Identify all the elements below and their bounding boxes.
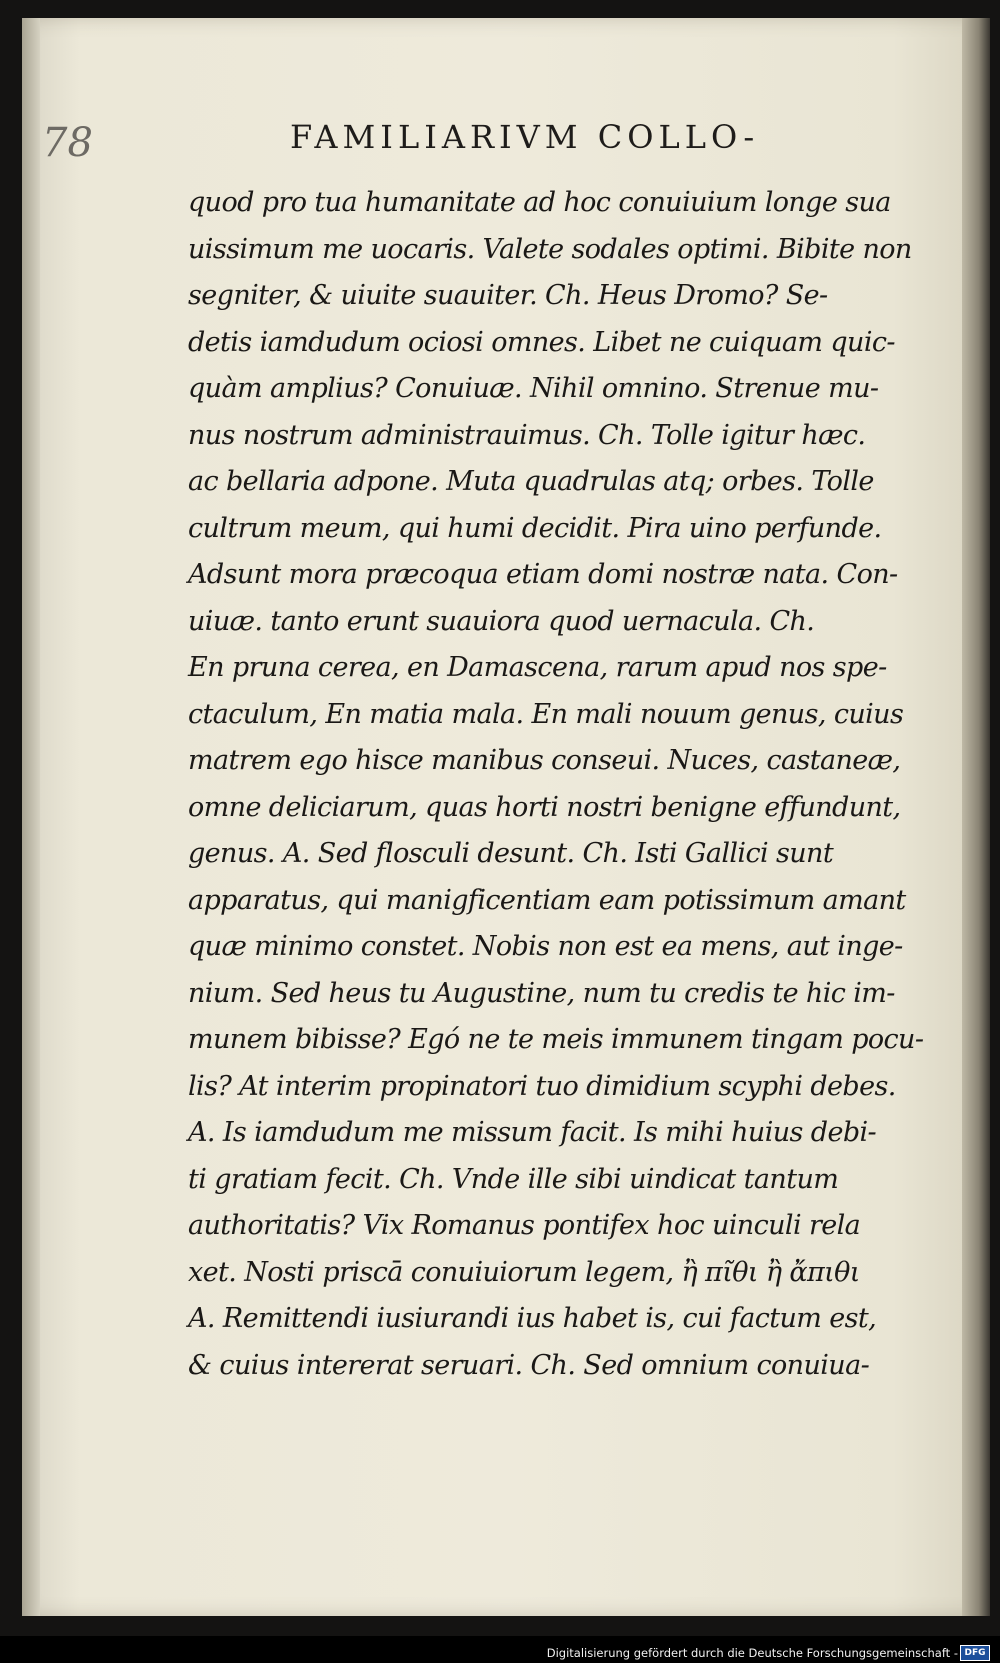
dfg-logo: DFG bbox=[960, 1645, 990, 1661]
text-line: ac bellaria adpone. Muta quadrulas atq; orbes. Tolle bbox=[188, 466, 874, 497]
text-line: nium. Sed heus tu Augustine, num tu credis te hic im- bbox=[188, 977, 895, 1009]
text-line: & cuius intererat seruari. Ch. Sed omnium conuiua- bbox=[188, 1349, 870, 1381]
text-line: apparatus, qui manigficentiam eam potissimum amant bbox=[188, 884, 906, 916]
text-line: A. Is iamdudum me missum facit. Is mihi huius debi- bbox=[188, 1117, 877, 1148]
text-line: quàm amplius? Conuiuæ. Nihil omnino. Strenue mu- bbox=[188, 373, 879, 404]
text-line: quod pro tua humanitate ad hoc conuiuium longe sua bbox=[188, 187, 891, 218]
running-head: FAMILIARIVM COLLO- bbox=[290, 118, 760, 156]
body-text bbox=[188, 180, 948, 1389]
text-line: segniter, & uiuite suauiter. Ch. Heus Dromo? Se- bbox=[188, 280, 828, 311]
text-line: uiuæ. tanto erunt suauiora quod uernacula. Ch. bbox=[188, 605, 815, 637]
funding-credit: Digitalisierung gefördert durch die Deutsche Forschungsgemeinschaft - bbox=[546, 1646, 958, 1660]
text-line: nus nostrum administrauimus. Ch. Tolle igitur hæc. bbox=[188, 419, 866, 451]
folio-number: 78 bbox=[42, 120, 93, 166]
text-line: cultrum meum, qui humi decidit. Pira uino perfunde. bbox=[188, 512, 882, 544]
text-line: xet. Nosti priscā conuiuiorum legem, ἢ πῖθι ἢ ἄπιθι bbox=[188, 1256, 860, 1288]
text-line: En pruna cerea, en Damascena, rarum apud nos spe- bbox=[188, 652, 887, 683]
text-line: matrem ego hisce manibus conseui. Nuces, castaneæ, bbox=[188, 745, 901, 776]
text-line: genus. A. Sed flosculi desunt. Ch. Isti Gallici sunt bbox=[188, 838, 834, 869]
text-line: Adsunt mora præcoqua etiam domi nostræ nata. Con- bbox=[188, 559, 898, 590]
text-line: lis? At interim propinatori tuo dimidium scyphi debes. bbox=[188, 1070, 896, 1102]
text-line: authoritatis? Vix Romanus pontifex hoc uinculi rela bbox=[188, 1210, 861, 1241]
text-line: ti gratiam fecit. Ch. Vnde ille sibi uindicat tantum bbox=[188, 1163, 839, 1195]
text-line: quæ minimo constet. Nobis non est ea mens, aut inge- bbox=[188, 931, 903, 962]
text-line: detis iamdudum ociosi omnes. Libet ne cuiquam quic- bbox=[188, 326, 895, 358]
text-line: omne deliciarum, quas horti nostri benigne effundunt, bbox=[188, 791, 901, 823]
text-line: ctaculum, En matia mala. En mali nouum genus, cuius bbox=[188, 698, 904, 730]
text-line: uissimum me uocaris. Valete sodales optimi. Bibite non bbox=[188, 233, 912, 265]
text-line: munem bibisse? Egó ne te meis immunem tingam pocu- bbox=[188, 1024, 924, 1055]
text-line: A. Remittendi iusiurandi ius habet is, cui factum est, bbox=[188, 1303, 877, 1334]
page-gutter bbox=[22, 18, 40, 1616]
page-edge bbox=[962, 18, 990, 1616]
